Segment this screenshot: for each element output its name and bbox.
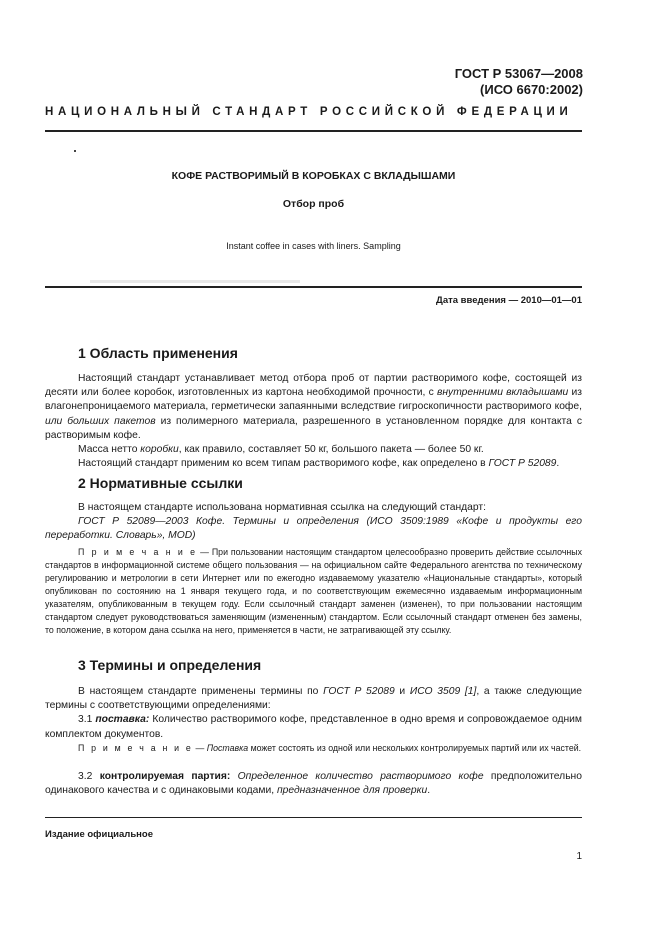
section-1-body bbox=[45, 372, 582, 471]
section-3-heading: 3 Термины и определения bbox=[78, 657, 262, 673]
page-number: 1 bbox=[576, 851, 582, 862]
note-label-2: П р и м е ч а н и е bbox=[78, 743, 194, 753]
introduction-date: Дата введения — 2010—01—01 bbox=[436, 295, 582, 306]
section-2-note: П р и м е ч а н и е — При пользовании настоящим стандартом целесообразно проверить действие ссылочных стандартов в информационной системе общего пользования — на официальном сайте Федерального агентства по техническому регулированию и метрологии в сети Интернет или по ежегодно издаваемому указателю «Национальные стандарты», который опубликован по состоянию на 1 января текущего года, и по соответствующим ежемесячно издаваемым информационным указателям, опубликованным в текущем году. Если ссылочный стандарт заменен (изменен), то при пользовании настоящим стандартом следует руководствоваться заменяющим (измененным) стандартом. Если ссылочный стандарт отменен без замены, то положение, в котором дана ссылка на него, применяется в части, не затрагивающей эту ссылку. bbox=[45, 547, 582, 635]
scan-artifact bbox=[90, 280, 300, 283]
document-title: КОФЕ РАСТВОРИМЫЙ В КОРОБКАХ С ВКЛАДЫШАМИ bbox=[171, 170, 456, 182]
section-2-body bbox=[45, 501, 582, 544]
official-edition: Издание официальное bbox=[45, 829, 153, 840]
english-title: Instant coffee in cases with liners. Sampling bbox=[226, 241, 401, 251]
applicability-paragraph: Настоящий стандарт применим ко всем типам растворимого кофе, как определено в ГОСТ Р 52089. bbox=[78, 458, 560, 470]
speck bbox=[74, 150, 76, 152]
scope-paragraph: Настоящий стандарт устанавливает метод отбора проб от партии растворимого кофе, состоящей из десяти или более коробок, изготовленных из картона необходимой прочности, с внутренними вкладышами из влагонепроницаемого материала, герметически запаянными вследствие гигроскопичности растворимого кофе, или больших пакетов из полимерного материала, разрешенного в установленном порядке для контакта с растворимым кофе. bbox=[45, 373, 582, 441]
footer-divider bbox=[45, 817, 582, 818]
section-1-heading: 1 Область применения bbox=[78, 345, 238, 361]
header-divider bbox=[45, 130, 582, 132]
document-subtitle: Отбор проб bbox=[282, 198, 345, 210]
note-label: П р и м е ч а н и е bbox=[78, 547, 198, 557]
section-3-note: П р и м е ч а н и е — Поставка может состоять из одной или нескольких контролируемых партий или их частей. bbox=[78, 743, 582, 753]
term-3-1: 3.1 поставка: Количество растворимого кофе, представленное в одно время и сопровождаемое одним комплектом документов. bbox=[45, 714, 582, 740]
term-3-2: 3.2 контролируемая партия: Определенное количество растворимого кофе предположительно одинакового качества и с одинаковыми кодами, предназначенное для проверки. bbox=[45, 771, 582, 797]
normative-reference: ГОСТ Р 52089—2003 Кофе. Термины и определения (ИСО 3509:1989 «Кофе и продукты его переработки. Словарь», MOD) bbox=[45, 516, 582, 542]
term-3-2-block bbox=[45, 770, 582, 798]
iso-code: (ИСО 6670:2002) bbox=[480, 82, 583, 97]
mass-paragraph: Масса нетто коробки, как правило, составляет 50 кг, большого пакета — более 50 кг. bbox=[78, 444, 484, 456]
section-2-heading: 2 Нормативные ссылки bbox=[78, 475, 243, 491]
gost-code: ГОСТ Р 53067—2008 bbox=[454, 66, 583, 81]
terms-intro: В настоящем стандарте применены термины по ГОСТ Р 52089 и ИСО 3509 [1], а также следующие термины с соответствующими определениями: bbox=[45, 686, 582, 712]
title-divider bbox=[45, 286, 582, 288]
national-standard-banner: НАЦИОНАЛЬНЫЙ СТАНДАРТ РОССИЙСКОЙ ФЕДЕРАЦИИ bbox=[45, 106, 573, 118]
normative-intro: В настоящем стандарте использована нормативная ссылка на следующий стандарт: bbox=[78, 502, 486, 513]
section-3-body bbox=[45, 685, 582, 742]
